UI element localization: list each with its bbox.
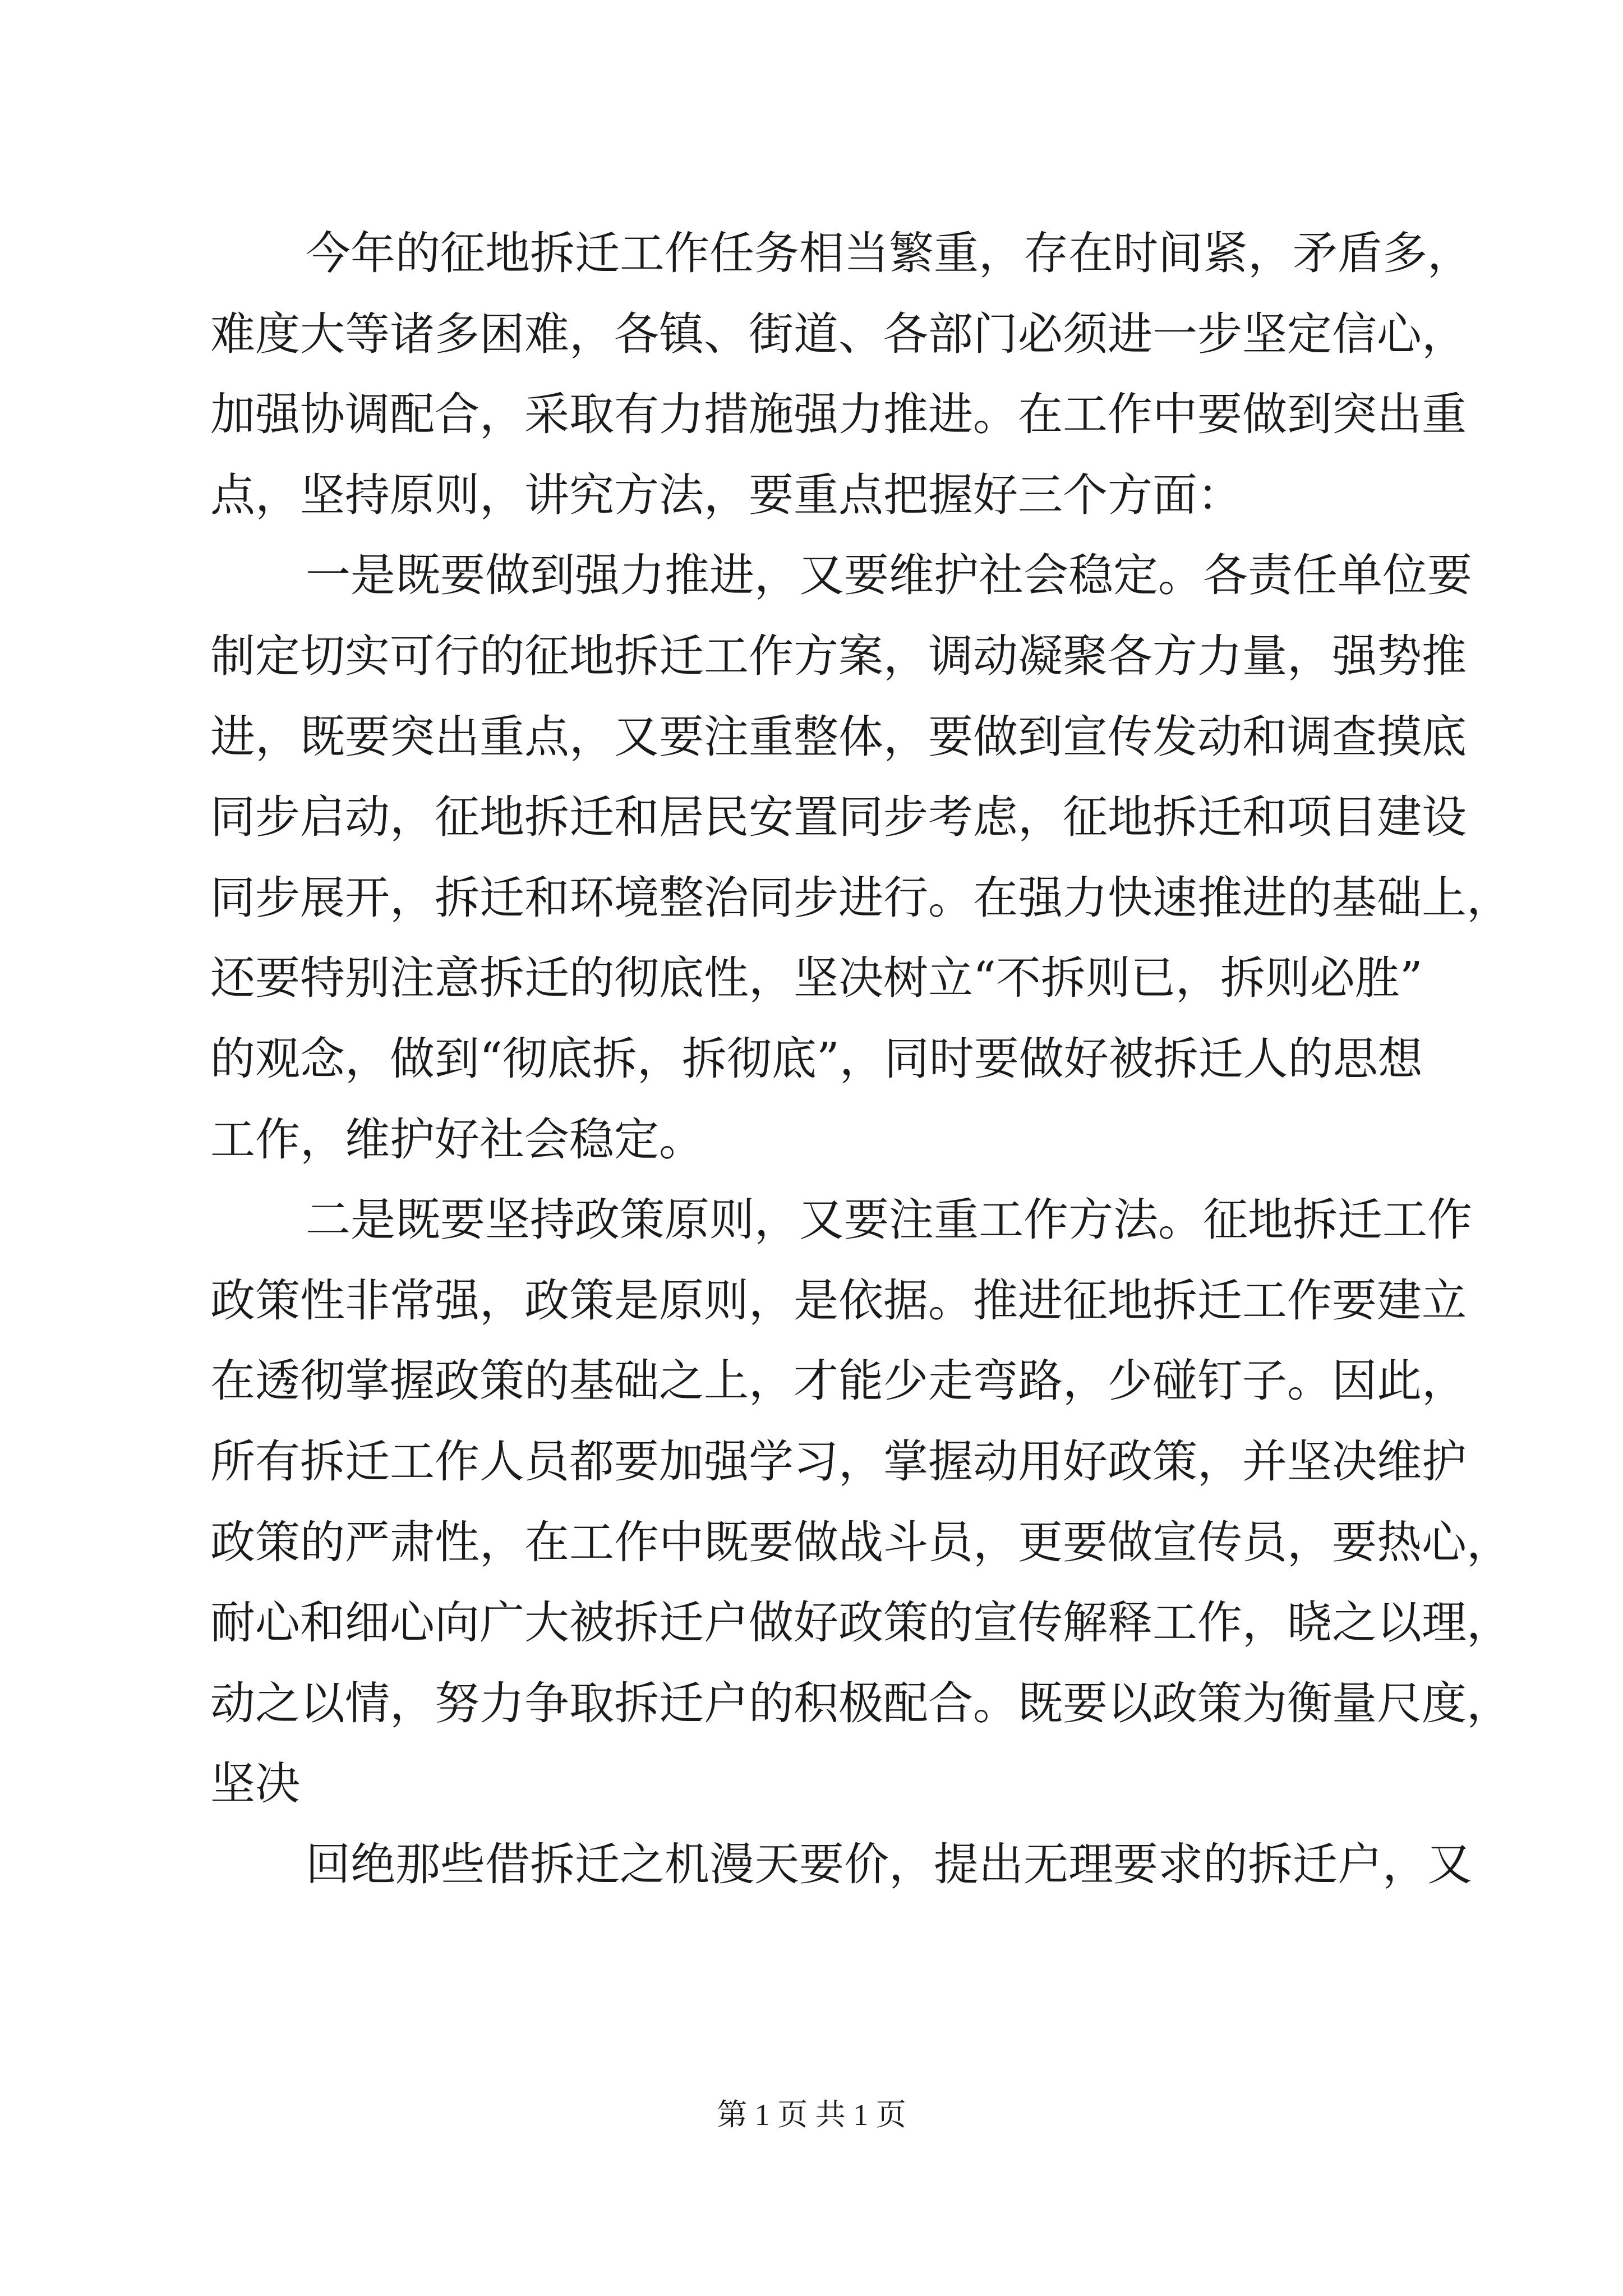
text-line: 回绝那些借拆迁之机漫天要价，提出无理要求的拆迁户，又 xyxy=(306,1838,1472,1890)
document-body xyxy=(210,213,1511,1904)
text-line: 所有拆迁工作人员都要加强学习，掌握动用好政策，并坚决维护 xyxy=(210,1435,1467,1488)
text-line: 耐心和细心向广大被拆迁户做好政策的宣传解释工作，晓之以理， xyxy=(210,1596,1511,1649)
text-line: 还要特别注意拆迁的彻底性，坚决树立“不拆则已，拆则必胜” xyxy=(210,952,1423,1005)
text-line: 点，坚持原则，讲究方法，要重点把握好三个方面： xyxy=(210,468,1242,521)
text-line: 同步展开，拆迁和环境整治同步进行。在强力快速推进的基础上， xyxy=(210,871,1511,924)
text-line: 在透彻掌握政策的基础之上，才能少走弯路，少碰钉子。因此， xyxy=(210,1355,1467,1407)
text-line: 加强协调配合，采取有力措施强力推进。在工作中要做到突出重 xyxy=(210,388,1467,441)
text-line: 动之以情，努力争取拆迁户的积极配合。既要以政策为衡量尺度， xyxy=(210,1677,1511,1729)
text-line: 今年的征地拆迁工作任务相当繁重，存在时间紧，矛盾多， xyxy=(306,227,1472,279)
text-line: 二是既要坚持政策原则，又要注重工作方法。征地拆迁工作 xyxy=(306,1194,1472,1246)
text-line: 坚决 xyxy=(210,1757,300,1810)
text-line: 进，既要突出重点，又要注重整体，要做到宣传发动和调查摸底 xyxy=(210,710,1467,763)
text-line: 难度大等诸多困难，各镇、街道、各部门必须进一步坚定信心， xyxy=(210,307,1467,360)
text-line: 的观念，做到“彻底拆，拆彻底”，同时要做好被拆迁人的思想 xyxy=(210,1032,1423,1085)
text-line: 同步启动，征地拆迁和居民安置同步考虑，征地拆迁和项目建设 xyxy=(210,791,1467,844)
text-line: 制定切实可行的征地拆迁工作方案，调动凝聚各方力量，强势推 xyxy=(210,629,1467,682)
page-footer: 第 1 页 共 1 页 xyxy=(717,2098,906,2132)
text-line: 政策的严肃性，在工作中既要做战斗员，更要做宣传员，要热心， xyxy=(210,1516,1511,1568)
text-line: 工作，维护好社会稳定。 xyxy=(210,1113,704,1166)
text-line: 政策性非常强，政策是原则，是依据。推进征地拆迁工作要建立 xyxy=(210,1274,1467,1327)
text-line: 一是既要做到强力推进，又要维护社会稳定。各责任单位要 xyxy=(306,549,1472,602)
